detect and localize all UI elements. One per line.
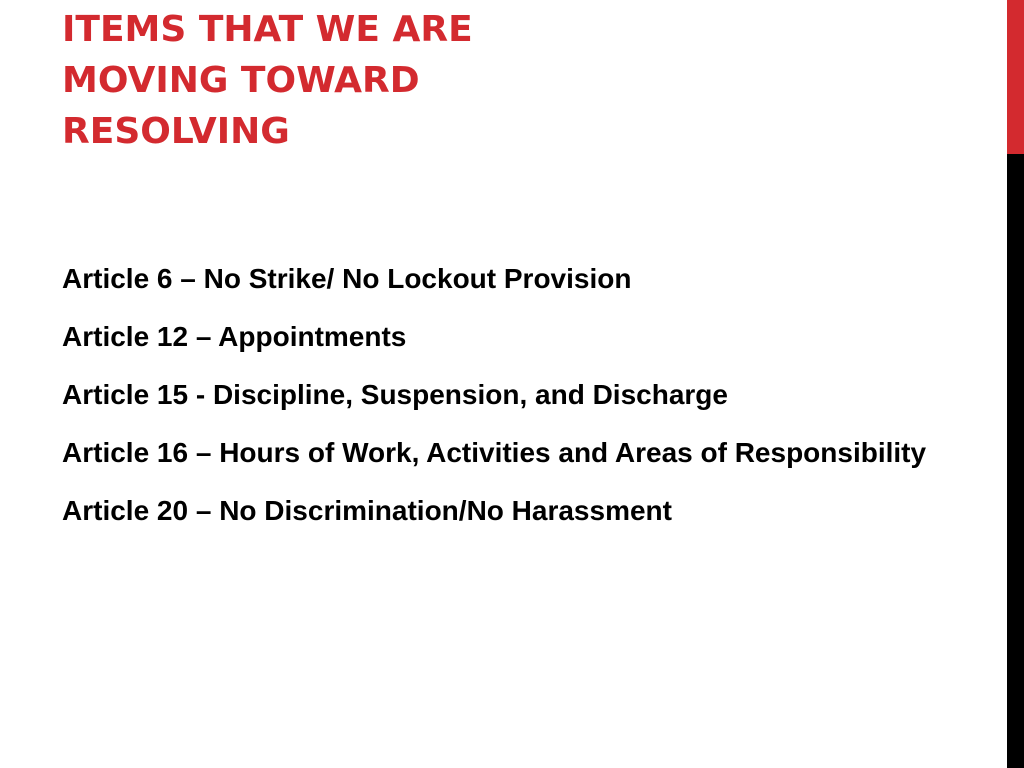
article-item-12: Article 12 – Appointments (62, 321, 407, 352)
article-item-16: Article 16 – Hours of Work, Activities and Areas of Responsibility (62, 437, 927, 468)
article-list (62, 262, 962, 552)
side-accent-bar-red (1007, 0, 1024, 154)
article-item-15: Article 15 - Discipline, Suspension, and Discharge (62, 379, 728, 410)
title-line-2: MOVING TOWARD (62, 60, 420, 101)
article-item-6: Article 6 – No Strike/ No Lockout Provision (62, 263, 632, 294)
article-item-20: Article 20 – No Discrimination/No Harassment (62, 495, 672, 526)
title-line-3: RESOLVING (62, 111, 290, 152)
slide-title (62, 4, 622, 157)
side-accent-bar-black (1007, 154, 1024, 768)
title-line-1: ITEMS THAT WE ARE (62, 9, 473, 50)
